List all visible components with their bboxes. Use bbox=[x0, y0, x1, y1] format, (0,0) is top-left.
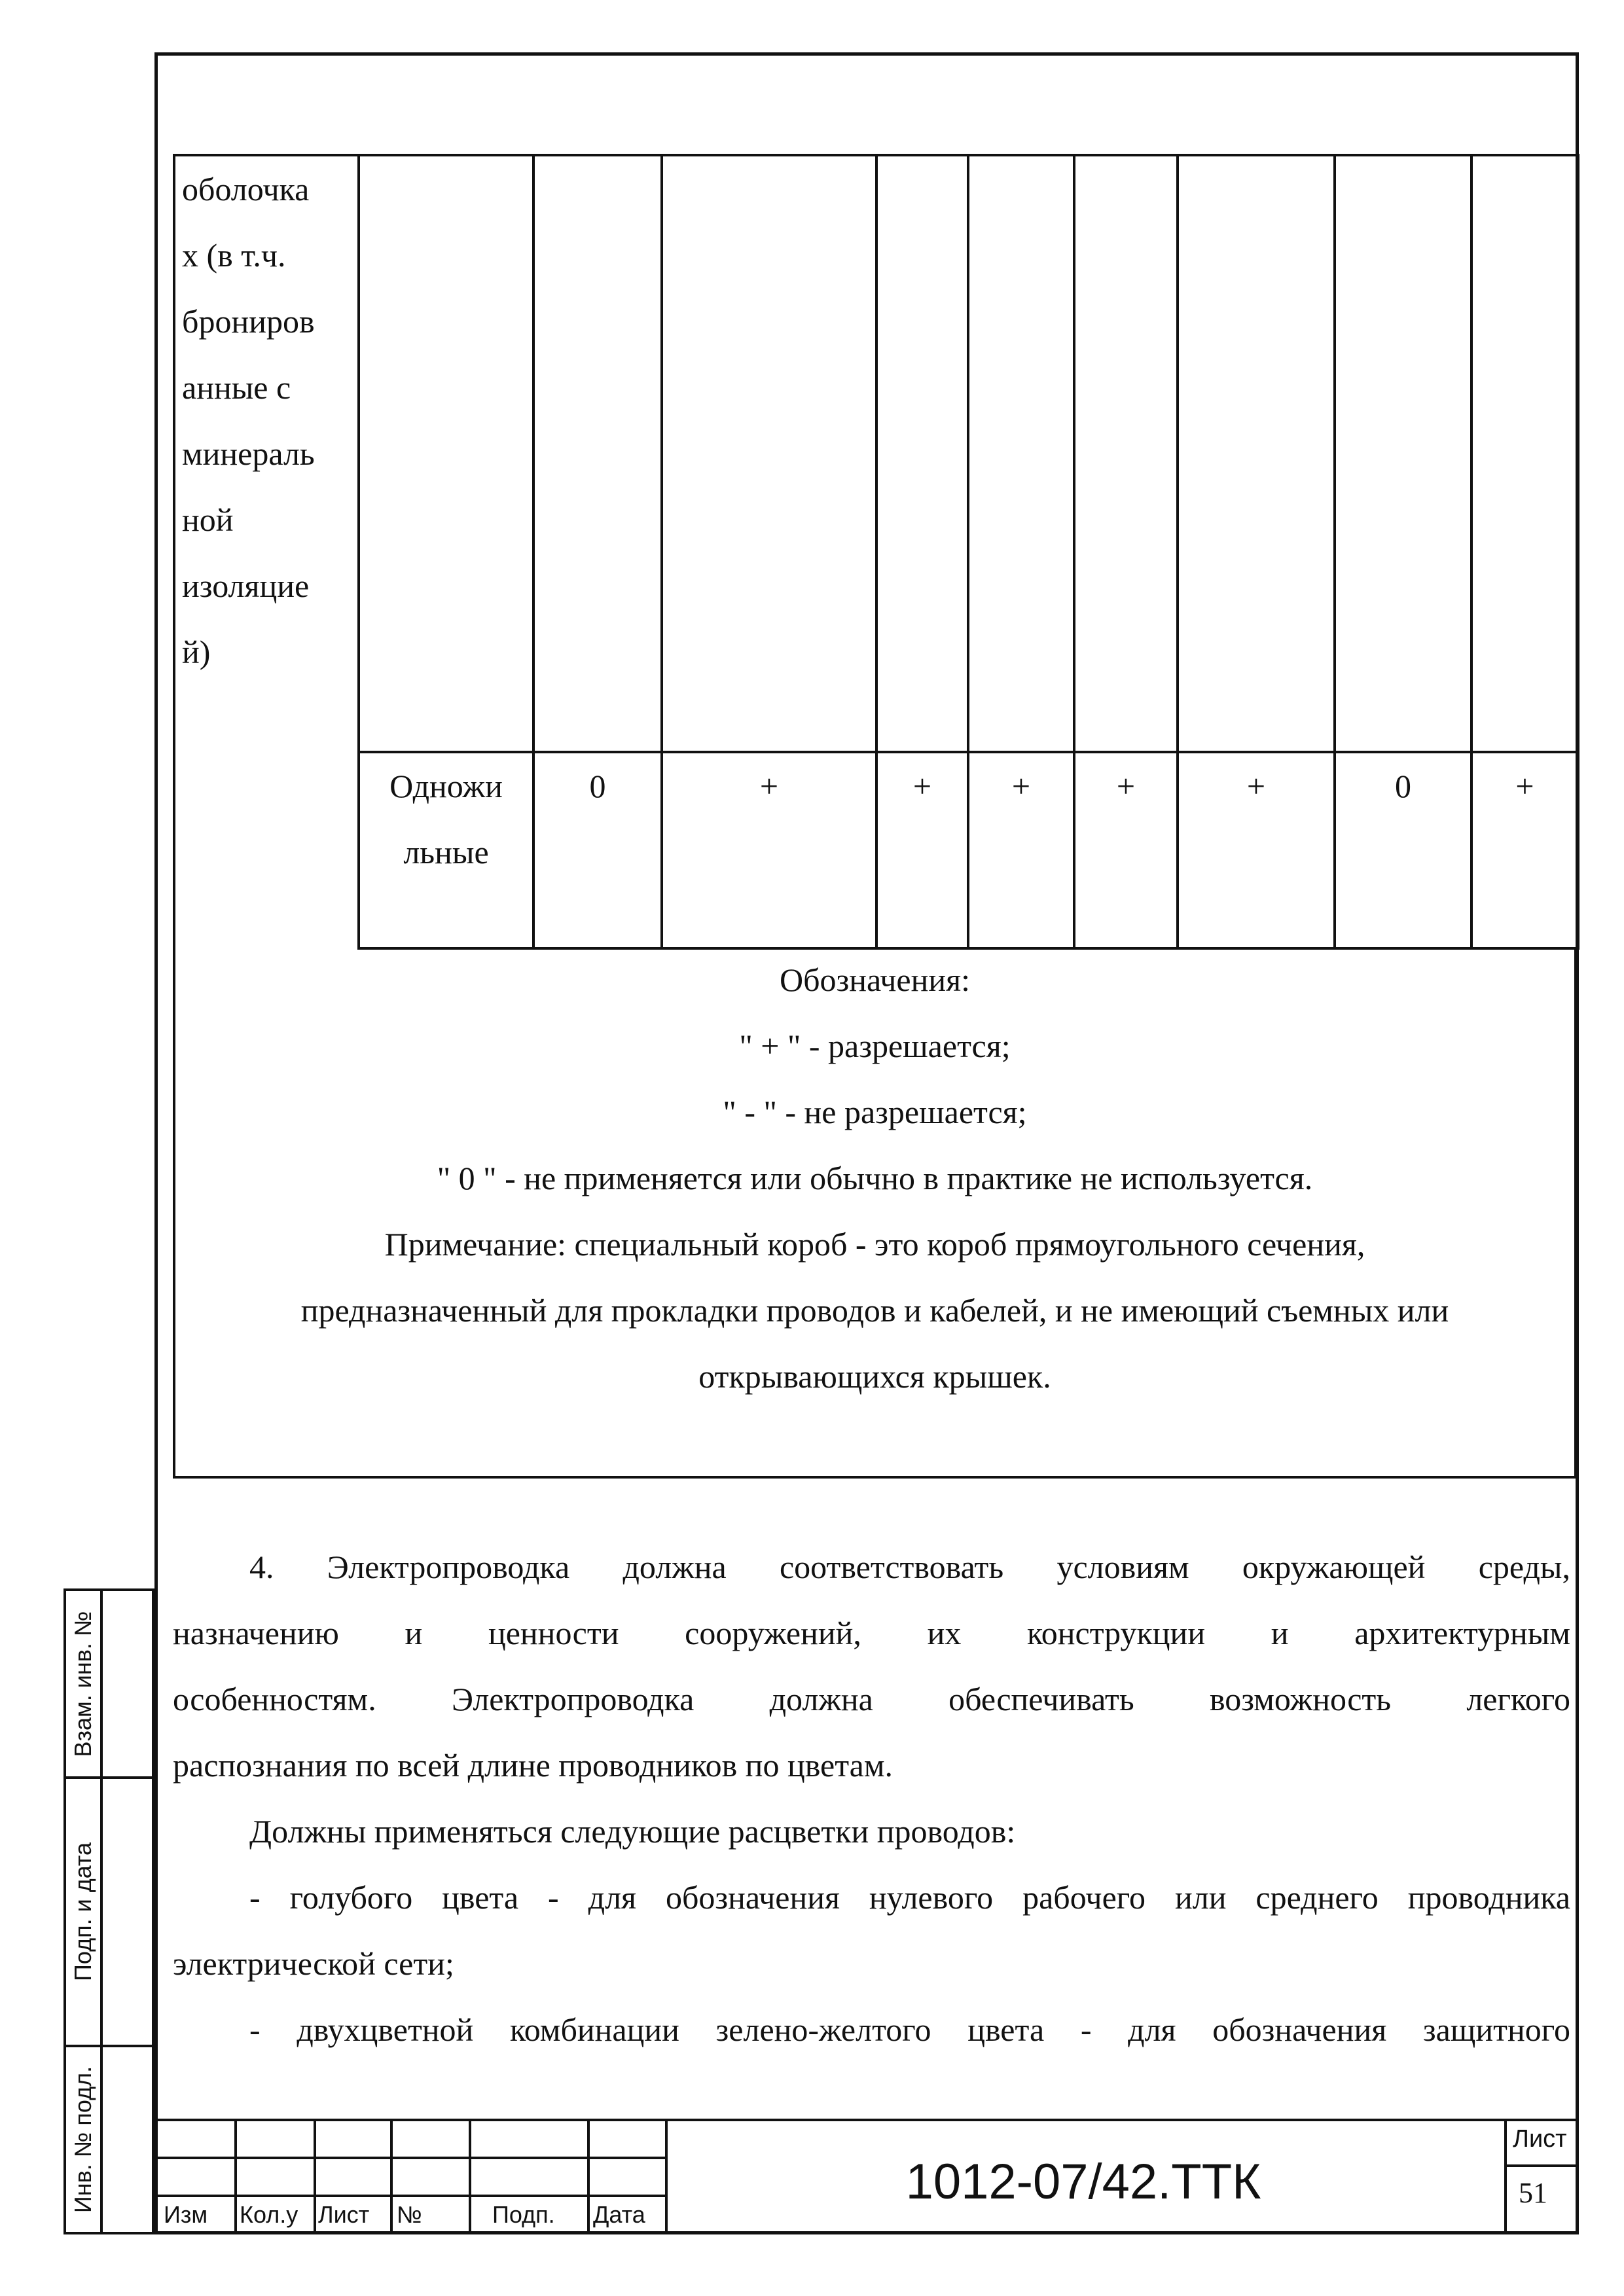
cell-line: оболочка bbox=[182, 171, 310, 207]
table-cell bbox=[1074, 155, 1178, 752]
table-cell bbox=[876, 155, 968, 752]
stamp-kolu: Кол.у bbox=[240, 2201, 298, 2228]
table-cell-mark: + bbox=[876, 752, 968, 948]
side-label: Подп. и дата bbox=[69, 1842, 96, 1982]
legend-zero: " 0 " - не применяется или обычно в практике не используется. bbox=[437, 1160, 1313, 1196]
paragraph: Должны применяться следующие расцветки проводов: bbox=[249, 1813, 1016, 1850]
stamp-list: Лист bbox=[318, 2201, 370, 2228]
cell-line: брониров bbox=[182, 303, 315, 340]
paragraph-line: - двухцветной комбинации зелено-желтого цвета - для обозначения защитного bbox=[249, 2011, 1570, 2048]
side-cell-vzam bbox=[63, 1588, 154, 1779]
side-stamp bbox=[63, 1588, 154, 2234]
legend-note-line: предназначенный для прокладки проводов и кабелей, и не имеющий съемных или bbox=[300, 1292, 1449, 1329]
cell-line: минераль bbox=[182, 435, 315, 472]
cable-table bbox=[173, 154, 1584, 950]
side-cell-inv bbox=[63, 2045, 154, 2234]
stamp-podp: Подп. bbox=[492, 2201, 555, 2228]
table-cell-mark: 0 bbox=[1335, 752, 1471, 948]
legend-note-line: открывающихся крышек. bbox=[698, 1358, 1051, 1395]
paragraph-line: особенностям. Электропроводка должна обеспечивать возможность легкого bbox=[173, 1681, 1570, 1717]
cell-line: ной bbox=[182, 501, 234, 538]
table-cell-cable-type bbox=[174, 155, 359, 948]
paragraph-line: - голубого цвета - для обозначения нулевого рабочего или среднего проводника bbox=[249, 1879, 1570, 1916]
stamp-num: № bbox=[397, 2201, 422, 2228]
legend-note-line: Примечание: специальный короб - это короб прямоугольного сечения, bbox=[384, 1226, 1365, 1263]
table-cell-mark: + bbox=[1178, 752, 1335, 948]
stamp-izm: Изм bbox=[164, 2201, 208, 2228]
sheet-label: Лист bbox=[1513, 2125, 1567, 2153]
side-label: Инв. № подл. bbox=[69, 2066, 96, 2214]
table-cell-core-count bbox=[359, 752, 533, 948]
table-cell bbox=[1335, 155, 1471, 752]
cell-line: изоляцие bbox=[182, 567, 310, 604]
paragraph-line: назначению и ценности сооружений, их конструкции и архитектурным bbox=[173, 1615, 1570, 1651]
stamp-data: Дата bbox=[593, 2201, 645, 2228]
paragraph-line: электрической сети; bbox=[173, 1945, 454, 1982]
legend-title: Обозначения: bbox=[780, 961, 970, 998]
document-code: 1012-07/42.ТТК bbox=[905, 2154, 1261, 2210]
table-cell bbox=[662, 155, 876, 752]
table-cell-mark: + bbox=[662, 752, 876, 948]
legend-block bbox=[173, 947, 1577, 1479]
paragraph-line: 4. Электропроводка должна соответствовать условиям окружающей среды, bbox=[249, 1549, 1570, 1585]
body-text bbox=[173, 1534, 1570, 2063]
cell-line: х (в т.ч. bbox=[182, 237, 286, 274]
cell-line: льные bbox=[403, 834, 489, 870]
table-cell bbox=[1178, 155, 1335, 752]
cell-line: й) bbox=[182, 634, 211, 670]
sheet-number: 51 bbox=[1519, 2177, 1547, 2209]
cell-line: анные с bbox=[182, 369, 291, 406]
table-cell bbox=[359, 155, 533, 752]
table-cell bbox=[968, 155, 1074, 752]
table-cell-mark: 0 bbox=[533, 752, 662, 948]
legend-minus: " - " - не разрешается; bbox=[723, 1094, 1027, 1130]
table-cell bbox=[533, 155, 662, 752]
table-cell-mark: + bbox=[1471, 752, 1578, 948]
legend-plus: " + " - разрешается; bbox=[739, 1028, 1011, 1064]
paragraph-line: распознания по всей длине проводников по цветам. bbox=[173, 1747, 893, 1784]
table-cell bbox=[1471, 155, 1578, 752]
table-cell-mark: + bbox=[968, 752, 1074, 948]
table-cell-mark: + bbox=[1074, 752, 1178, 948]
cell-line: Одножи bbox=[389, 768, 503, 804]
side-label: Взам. инв. № bbox=[69, 1610, 96, 1757]
side-cell-podp bbox=[63, 1776, 154, 2047]
